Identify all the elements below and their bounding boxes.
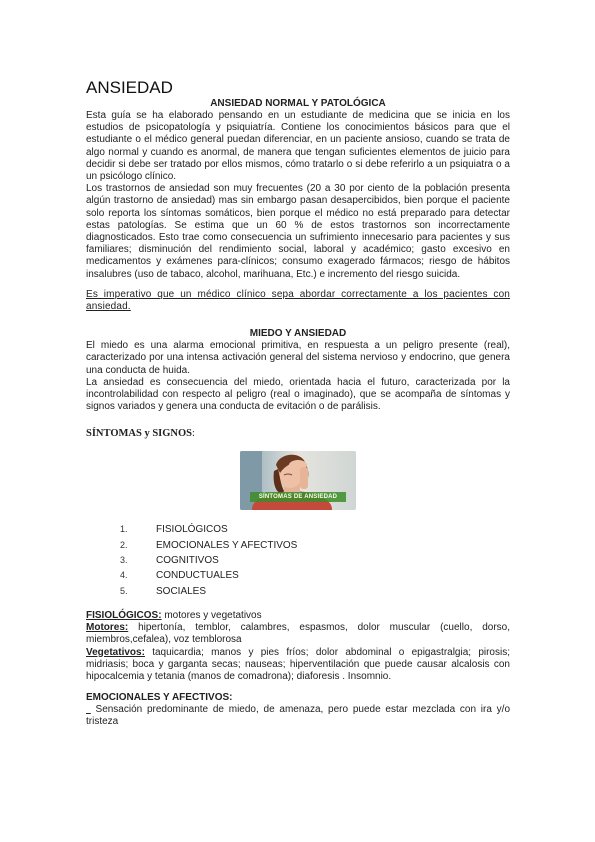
vegetativos-line bbox=[86, 647, 510, 684]
motores-label: Motores: bbox=[86, 622, 129, 634]
emocionales-text-content: Sensación predominante de miedo, de amenaza, pero puede estar mezclada con ira y/o tristeza bbox=[86, 704, 511, 728]
fisiologicos-label: FISIOLÓGICOS: bbox=[86, 609, 162, 621]
list-item bbox=[86, 538, 510, 553]
anxiety-woman-image bbox=[240, 451, 356, 510]
image-caption: SÍNTOMAS DE ANSIEDAD bbox=[250, 492, 346, 502]
fisiologicos-section bbox=[86, 610, 510, 683]
symptoms-label bbox=[86, 427, 510, 440]
list-item-text: EMOCIONALES Y AFECTIVOS bbox=[156, 539, 298, 551]
list-item-number: 5. bbox=[120, 585, 128, 596]
paragraph-intro: Esta guía se ha elaborado pensando en un estudiante de medicina que se inicia en los estudios de psicopatología y psiquiatría. Contiene los conocimientos básicos para que el estudiante o el médico general puedan diferenciar, en un paciente ansioso, cuando se trata de algo normal y cuando es anormal, de manera que tengan suficientes elementos de juicio para decidir si debe ser tratado por ellos mismos, cómo tratarlo o si debe referirlo a un psiquiatra o a un psicólogo clínico. bbox=[86, 110, 510, 183]
symptom-categories-list bbox=[86, 522, 510, 598]
list-item bbox=[86, 584, 510, 599]
emocionales-heading: EMOCIONALES Y AFECTIVOS: bbox=[86, 692, 233, 704]
symptoms-label-colon: : bbox=[192, 428, 195, 440]
list-item-text: COGNITIVOS bbox=[156, 555, 219, 567]
paragraph-miedo: El miedo es una alarma emocional primitiva, en respuesta a un peligro presente (real), caracterizado por una intensa activación general del sistema nervioso y endocrino, que genera una conducta de huida. bbox=[86, 340, 510, 376]
motores-text: hipertonía, temblor, calambres, espasmos, dolor muscular (cuello, dorso, miembros,cefalea), voz temblorosa bbox=[86, 622, 510, 646]
paragraph-trastornos: Los trastornos de ansiedad son muy frecuentes (20 a 30 por ciento de la población presenta algún trastorno de ansiedad) mas sin embargo pasan desapercibidos, bien porque el paciente solo reporta los síntomas somáticos, bien porque el médico no está preparado para detectar estas patologías. Se estima que un 60 % de estos trastornos son incorrectamente diagnosticados. Esto trae como consecuencia un sufrimiento innecesario para pacientes y sus familiares; disminución del rendimiento social, laboral y académico; gasto excesivo en medicamentos y exámenes para-clínicos; consumo exagerado fármacos; riesgo de hábitos insalubres (uso de tabaco, alcohol, marihuana, Etc.) e incremento del riesgo suicida. bbox=[86, 183, 510, 280]
list-item-number: 3. bbox=[120, 555, 128, 566]
list-item-number: 1. bbox=[120, 524, 128, 535]
fisiologicos-intro: motores y vegetativos bbox=[161, 609, 262, 621]
section-heading-miedo-ansiedad: MIEDO Y ANSIEDAD bbox=[249, 328, 347, 340]
list-item-text: SOCIALES bbox=[156, 585, 207, 597]
symptoms-label-text: SÍNTOMAS y SIGNOS bbox=[86, 428, 193, 440]
section-heading-normal-patologica: ANSIEDAD NORMAL Y PATOLÓGICA bbox=[210, 98, 386, 109]
list-item bbox=[86, 522, 510, 537]
document-page bbox=[86, 78, 510, 729]
list-item-number: 4. bbox=[120, 570, 128, 581]
emocionales-text bbox=[86, 704, 510, 728]
list-item-text: CONDUCTUALES bbox=[156, 570, 239, 582]
list-item-number: 2. bbox=[120, 539, 128, 550]
vegetativos-text: taquicardia; manos y pies fríos; dolor abdominal o epigastralgia; pirosis; midriasis; boca y garganta secas; nauseas; hiperventilación que puede causar alcalosis con hipocalcemia y tetania (manos de comadrona); diaforesis . Insomnio. bbox=[86, 646, 510, 682]
list-item bbox=[86, 553, 510, 568]
list-item bbox=[86, 568, 510, 583]
motores-line bbox=[86, 622, 510, 646]
fisiologicos-line bbox=[86, 610, 510, 622]
paragraph-ansiedad: La ansiedad es consecuencia del miedo, orientada hacia el futuro, caracterizada por la incontrolabilidad con respecto al peligro (real o imaginado), que se acompaña de síntomas y signos variados y genera una conducta de evitación o de parálisis. bbox=[86, 376, 510, 413]
document-title: ANSIEDAD bbox=[86, 78, 173, 97]
imperative-statement: Es imperativo que un médico clínico sepa abordar correctamente a los pacientes con ansiedad. bbox=[86, 288, 510, 313]
list-item-text: FISIOLÓGICOS bbox=[156, 524, 228, 536]
vegetativos-label: Vegetativos: bbox=[86, 646, 145, 658]
